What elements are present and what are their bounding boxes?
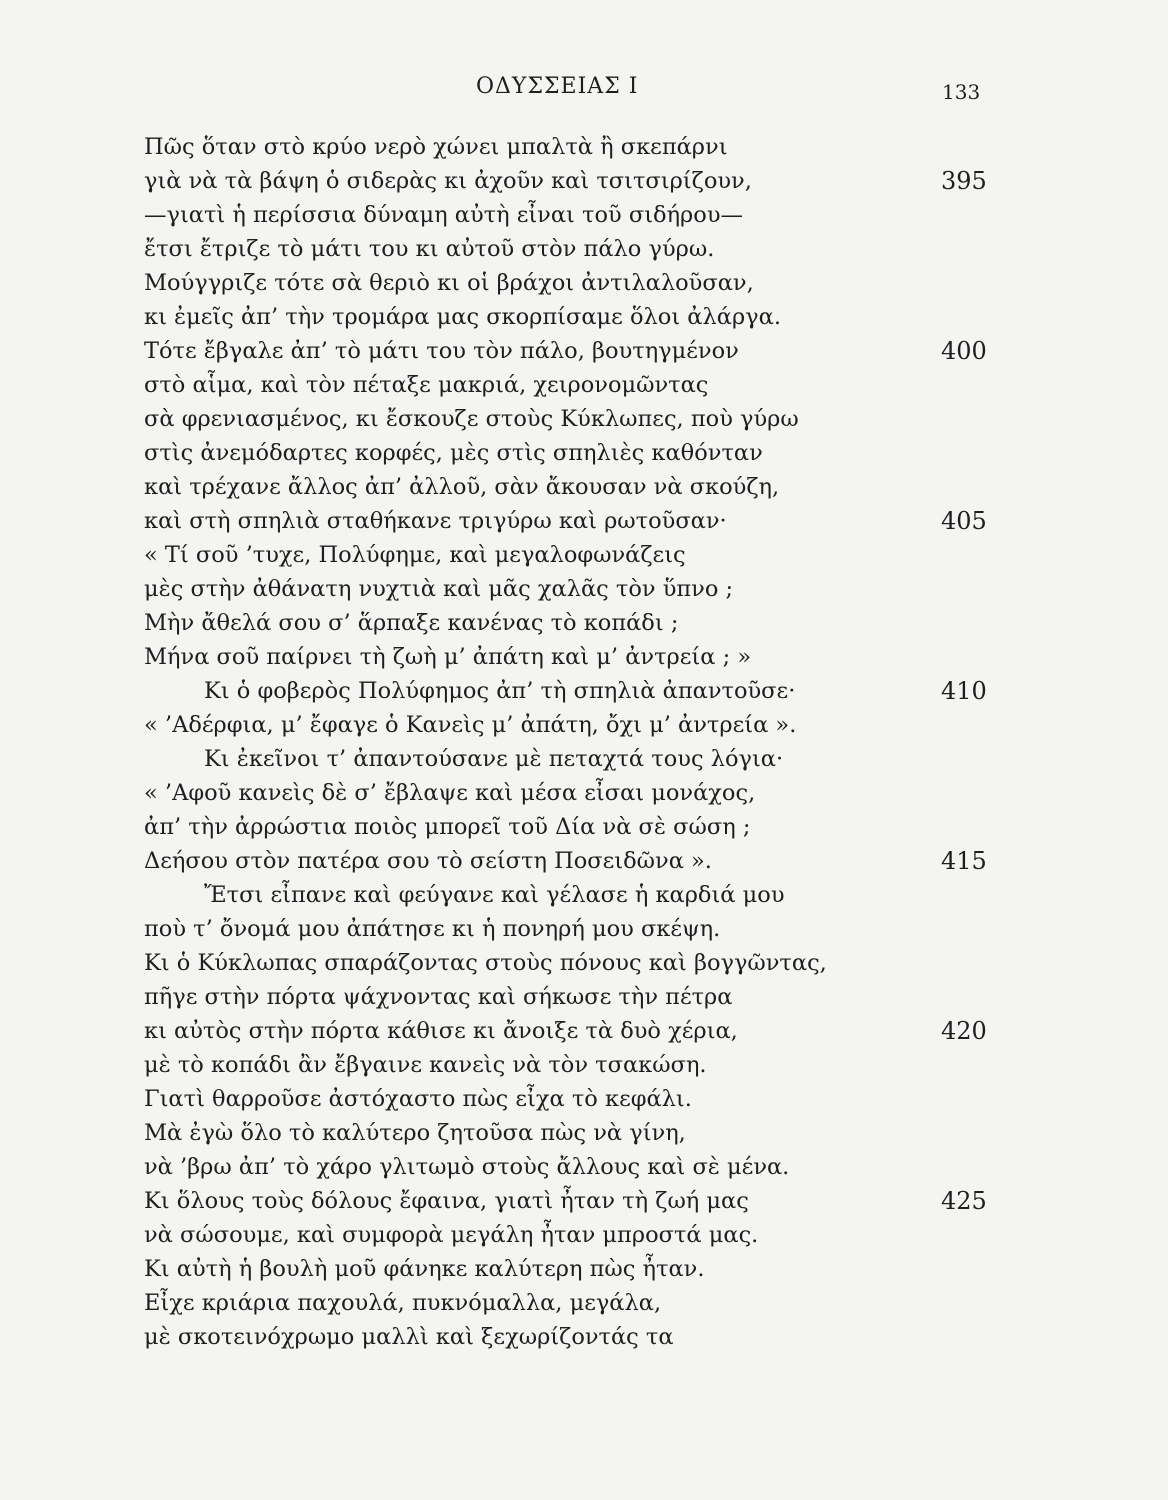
verse-line [144, 232, 994, 266]
verse-text: στὶς ἀνεμόδαρτες κορφές, μὲς στὶς σπηλιὲς καθόνταν [144, 440, 763, 466]
verse-line [144, 946, 994, 980]
verse-line [144, 878, 994, 912]
verse-line [144, 164, 994, 198]
verse-text: νὰ ’βρω ἀπ’ τὸ χάρο γλιτωμὸ στοὺς ἄλλους καὶ σὲ μένα. [144, 1154, 790, 1180]
verse-line [144, 708, 994, 742]
verse-text: Μήνα σοῦ παίρνει τὴ ζωὴ μ’ ἀπάτη καὶ μ’ ἀντρεία ; » [144, 644, 752, 670]
verse-text: Δεήσου στὸν πατέρα σου τὸ σείστη Ποσειδῶνα ». [144, 848, 712, 874]
verse-text: νὰ σώσουμε, καὶ συμφορὰ μεγάλη ἦταν μπροστά μας. [144, 1222, 759, 1248]
verse-line [144, 130, 994, 164]
verse-line [144, 674, 994, 708]
verse-text: στὸ αἷμα, καὶ τὸν πέταξε μακριά, χειρονομῶντας [144, 372, 709, 398]
poem-text [144, 130, 994, 1354]
verse-text: Κι ἐκεῖνοι τ’ ἀπαντούσανε μὲ πεταχτά τους λόγια· [204, 746, 784, 772]
verse-text: μὲ τὸ κοπάδι ἂν ἔβγαινε κανεὶς νὰ τὸν τσακώση. [144, 1052, 707, 1078]
verse-text: Κι αὐτὴ ἡ βουλὴ μοῦ φάνηκε καλύτερη πὼς ἦταν. [144, 1256, 705, 1282]
verse-line [144, 844, 994, 878]
verse-text: Κι ὁ Κύκλωπας σπαράζοντας στοὺς πόνους καὶ βογγῶντας, [144, 950, 827, 976]
page-number: 133 [942, 80, 981, 104]
verse-text: Πῶς ὅταν στὸ κρύο νερὸ χώνει μπαλτὰ ἢ σκεπάρνι [144, 134, 728, 160]
verse-line [144, 912, 994, 946]
verse-text: Τότε ἔβγαλε ἀπ’ τὸ μάτι του τὸν πάλο, βουτηγμένον [144, 338, 739, 364]
verse-text: —γιατὶ ἡ περίσσια δύναμη αὐτὴ εἶναι τοῦ σιδήρου— [144, 202, 744, 228]
line-number: 415 [941, 847, 987, 875]
line-number: 410 [941, 677, 987, 705]
verse-line [144, 1048, 994, 1082]
verse-line [144, 1184, 994, 1218]
verse-text: ἔτσι ἔτριζε τὸ μάτι του κι αὐτοῦ στὸν πάλο γύρω. [144, 236, 715, 262]
line-number: 425 [941, 1187, 987, 1215]
line-number: 405 [941, 507, 987, 535]
verse-text: « Τί σοῦ ’τυχε, Πολύφημε, καὶ μεγαλοφωνάζεις [144, 542, 686, 568]
verse-line [144, 1150, 994, 1184]
line-number: 420 [941, 1017, 987, 1045]
verse-text: Εἶχε κριάρια παχουλά, πυκνόμαλλα, μεγάλα, [144, 1290, 662, 1316]
book-title: ΟΔΥΣΣΕΙΑΣ Ι [476, 74, 639, 99]
verse-line [144, 572, 994, 606]
verse-line [144, 300, 994, 334]
verse-text: Κι ὅλους τοὺς δόλους ἔφαινα, γιατὶ ἦταν τὴ ζωή μας [144, 1188, 749, 1214]
verse-line [144, 640, 994, 674]
verse-line [144, 198, 994, 232]
verse-text: « ’Αδέρφια, μ’ ἔφαγε ὁ Κανεὶς μ’ ἀπάτη, ὄχι μ’ ἀντρεία ». [144, 712, 797, 738]
verse-line [144, 504, 994, 538]
line-number: 395 [941, 167, 987, 195]
verse-text: Γιατὶ θαρροῦσε ἀστόχαστο πὼς εἶχα τὸ κεφάλι. [144, 1086, 692, 1112]
verse-line [144, 742, 994, 776]
verse-text: σὰ φρενιασμένος, κι ἔσκουζε στοὺς Κύκλωπες, ποὺ γύρω [144, 406, 799, 432]
verse-line [144, 1014, 994, 1048]
verse-text: Μούγγριζε τότε σὰ θεριὸ κι οἱ βράχοι ἀντιλαλοῦσαν, [144, 270, 754, 296]
verse-text: κι ἐμεῖς ἀπ’ τὴν τρομάρα μας σκορπίσαμε ὅλοι ἀλάργα. [144, 304, 781, 330]
verse-line [144, 810, 994, 844]
verse-text: Ἔτσι εἶπανε καὶ φεύγανε καὶ γέλασε ἡ καρδιά μου [204, 882, 785, 908]
verse-text: πῆγε στὴν πόρτα ψάχνοντας καὶ σήκωσε τὴν πέτρα [144, 984, 733, 1010]
verse-text: καὶ στὴ σπηλιὰ σταθήκανε τριγύρω καὶ ρωτοῦσαν· [144, 508, 727, 534]
verse-line [144, 402, 994, 436]
verse-line [144, 470, 994, 504]
verse-text: Κι ὁ φοβερὸς Πολύφημος ἀπ’ τὴ σπηλιὰ ἀπαντοῦσε· [204, 678, 796, 704]
verse-text: Μὴν ἄθελά σου σ’ ἅρπαξε κανένας τὸ κοπάδι ; [144, 610, 679, 636]
verse-line [144, 1286, 994, 1320]
line-number: 400 [941, 337, 987, 365]
verse-text: ποὺ τ’ ὄνομά μου ἀπάτησε κι ἡ πονηρή μου σκέψη. [144, 916, 721, 942]
verse-line [144, 1320, 994, 1354]
verse-text: μὲς στὴν ἀθάνατη νυχτιὰ καὶ μᾶς χαλᾶς τὸν ὕπνο ; [144, 576, 734, 602]
verse-text: μὲ σκοτεινόχρωμο μαλλὶ καὶ ξεχωρίζοντάς τα [144, 1324, 674, 1350]
verse-text: « ’Αφοῦ κανεὶς δὲ σ’ ἔβλαψε καὶ μέσα εἶσαι μονάχος, [144, 780, 756, 806]
verse-line [144, 368, 994, 402]
verse-text: ἀπ’ τὴν ἀρρώστια ποιὸς μπορεῖ τοῦ Δία νὰ σὲ σώση ; [144, 814, 751, 840]
verse-line [144, 776, 994, 810]
verse-text: γιὰ νὰ τὰ βάψη ὁ σιδερὰς κι ἀχοῦν καὶ τσιτσιρίζουν, [144, 168, 752, 194]
verse-line [144, 1116, 994, 1150]
verse-line [144, 980, 994, 1014]
verse-line [144, 334, 994, 368]
verse-line [144, 266, 994, 300]
verse-text: κι αὐτὸς στὴν πόρτα κάθισε κι ἄνοιξε τὰ δυὸ χέρια, [144, 1018, 738, 1044]
verse-text: καὶ τρέχανε ἄλλος ἀπ’ ἀλλοῦ, σὰν ἄκουσαν νὰ σκούζη, [144, 474, 780, 500]
verse-line [144, 606, 994, 640]
verse-line [144, 1218, 994, 1252]
verse-text: Μὰ ἐγὼ ὅλο τὸ καλύτερο ζητοῦσα πὼς νὰ γίνη, [144, 1120, 686, 1146]
verse-line [144, 1082, 994, 1116]
verse-line [144, 538, 994, 572]
running-head [0, 74, 1168, 104]
verse-line [144, 436, 994, 470]
verse-line [144, 1252, 994, 1286]
